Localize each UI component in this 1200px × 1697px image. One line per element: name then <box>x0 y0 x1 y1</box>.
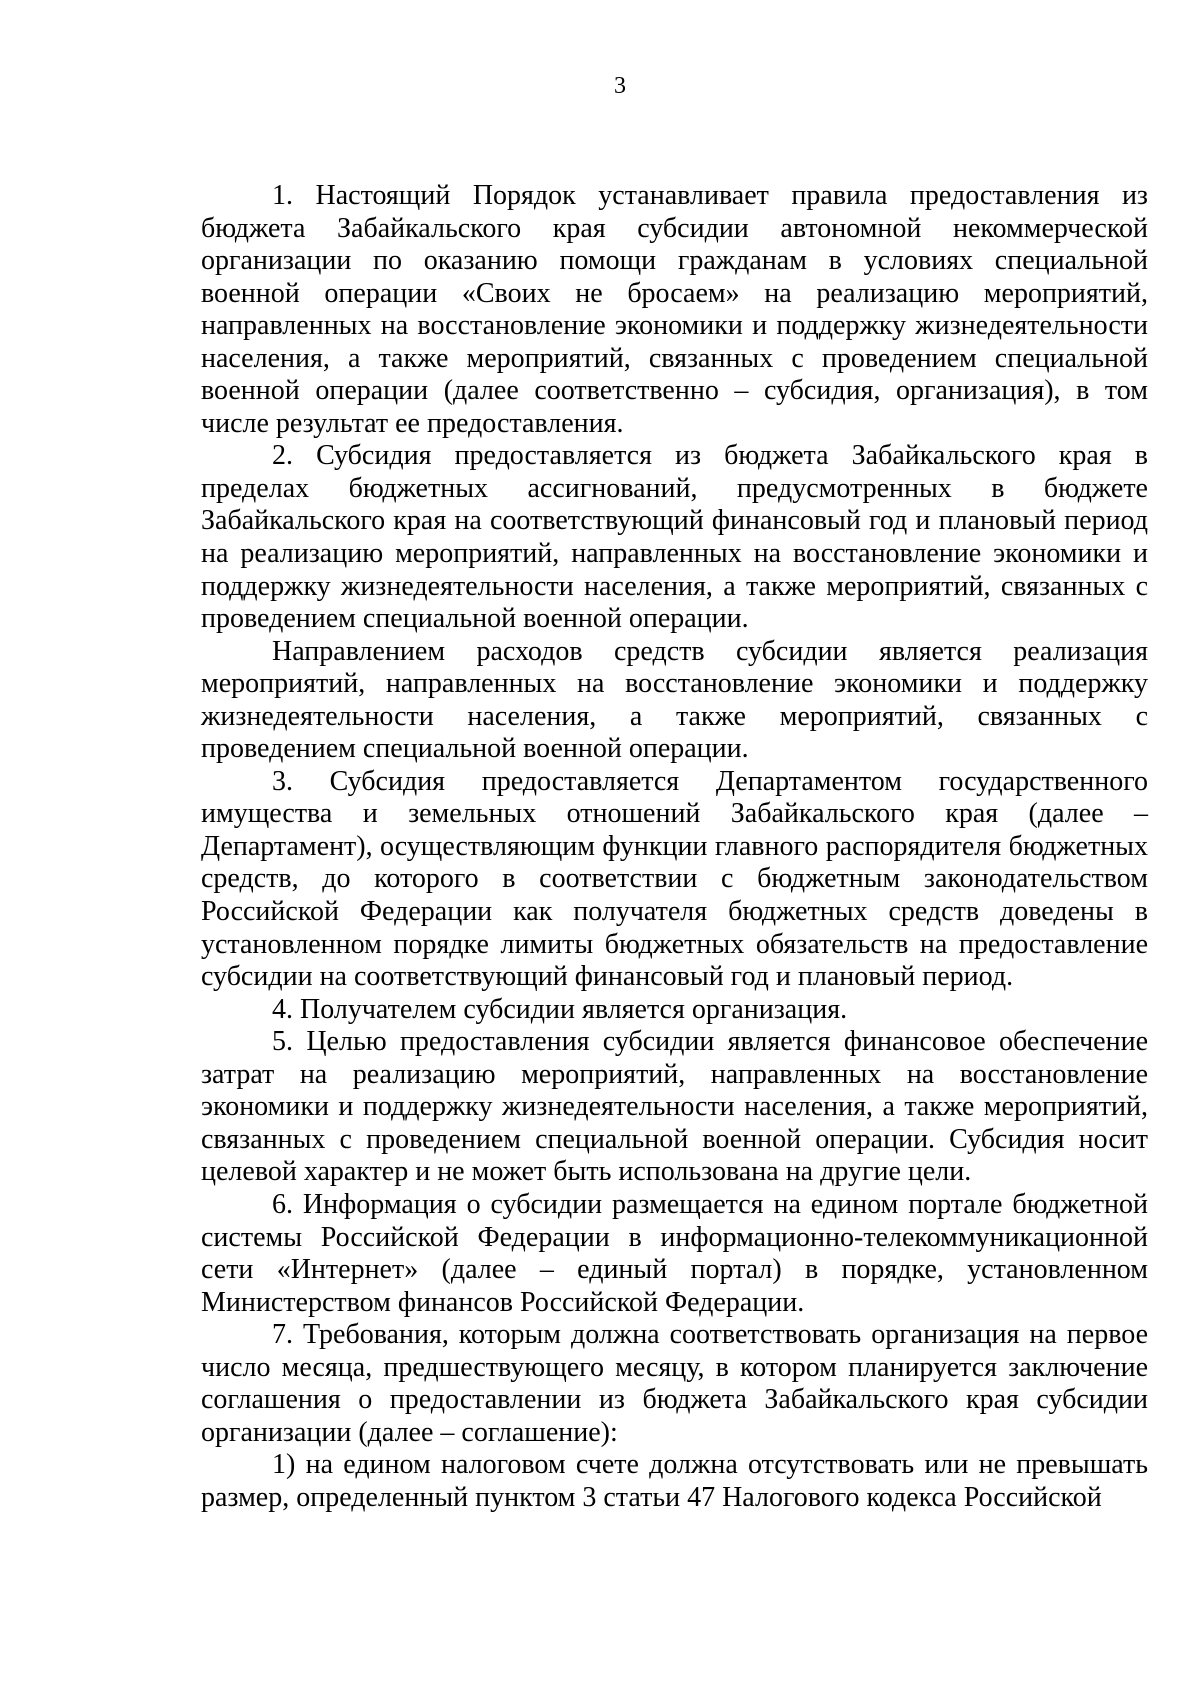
paragraph-7: 7. Требования, которым должна соответствовать организация на первое число месяца, предшествующего месяцу, в котором планируется заключение соглашения о предоставлении из бюджета Забайкальского края субсидии организации (далее – соглашение): <box>201 1319 1148 1448</box>
paragraph-2-expense-direction: Направлением расходов средств субсидии является реализация мероприятий, направленных на восстановление экономики и поддержку жизнедеятельности населения, а также мероприятий, связанных с проведением специальной военной операции. <box>201 635 1148 765</box>
paragraph-4: 4. Получателем субсидии является организация. <box>272 993 848 1025</box>
document-body <box>201 180 1148 1514</box>
paragraph-6: 6. Информация о субсидии размещается на едином портале бюджетной системы Российской Федерации в информационно-телекоммуникационной сети «Интернет» (далее – единый портал) в порядке, установленном Министерством финансов Российской Федерации. <box>201 1188 1148 1318</box>
page-number: 3 <box>614 73 626 99</box>
paragraph-2: 2. Субсидия предоставляется из бюджета Забайкальского края в пределах бюджетных ассигнований, предусмотренных в бюджете Забайкальского края на соответствующий финансовый год и плановый период на реализацию мероприятий, направленных на восстановление экономики и поддержку жизнедеятельности населения, а также мероприятий, связанных с проведением специальной военной операции. <box>201 440 1148 635</box>
paragraph-3: 3. Субсидия предоставляется Департаментом государственного имущества и земельных отношений Забайкальского края (далее – Департамент), осуществляющим функции главного распорядителя бюджетных средств, до которого в соответствии с бюджетным законодательством Российской Федерации как получателя бюджетных средств доведены в установленном порядке лимиты бюджетных обязательств на предоставление субсидии на соответствующий финансовый год и плановый период. <box>201 765 1148 993</box>
paragraph-5: 5. Целью предоставления субсидии является финансовое обеспечение затрат на реализацию мероприятий, направленных на восстановление экономики и поддержку жизнедеятельности населения, а также мероприятий, связанных с проведением специальной военной операции. Субсидия носит целевой характер и не может быть использована на другие цели. <box>201 1026 1148 1188</box>
paragraph-1: 1. Настоящий Порядок устанавливает правила предоставления из бюджета Забайкальского края субсидии автономной некоммерческой организации по оказанию помощи гражданам в условиях специальной военной операции «Своих не бросаем» на реализацию мероприятий, направленных на восстановление экономики и поддержку жизнедеятельности населения, а также мероприятий, связанных с проведением специальной военной операции (далее соответственно – субсидия, организация), в том числе результат ее предоставления. <box>201 180 1148 439</box>
paragraph-7-item-1: 1) на едином налоговом счете должна отсутствовать или не превышать размер, определенный пунктом 3 статьи 47 Налогового кодекса Российской <box>201 1449 1148 1513</box>
